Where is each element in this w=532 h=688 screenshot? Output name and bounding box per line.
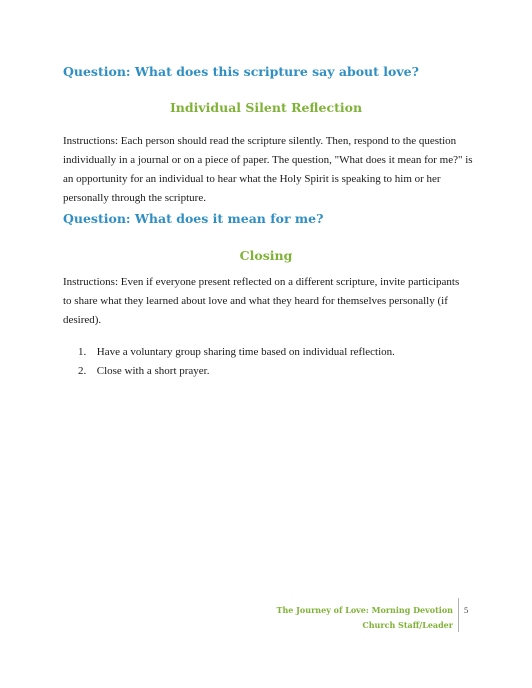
list-item-number: 2. [78,364,87,377]
reflection-line: individually in a journal or on a piece of paper. The question, "What does it mean for me?" is [63,154,473,166]
closing-line: desired). [63,314,102,326]
closing-line: Instructions: Even if everyone present reflected on a different scripture, invite participants [63,276,460,288]
reflection-instructions [63,132,483,208]
list-item [78,362,395,381]
list-item-number: 1. [78,346,87,358]
list-item-text: Close with a short prayer. [96,364,210,377]
closing-instructions [63,273,483,330]
footer-subtitle: Church Staff/Leader [362,620,453,630]
list-item [78,343,395,362]
reflection-line: Instructions: Each person should read the scripture silently. Then, respond to the question [63,135,457,147]
page-number: 5 [464,605,469,615]
reflection-line: an opportunity for an individual to hear what the Holy Spirit is speaking to him or her [63,173,441,185]
section-title-closing: Closing [239,248,293,263]
question-heading-scripture-love: Question: What does this scripture say about love? [63,64,419,79]
footer-title: The Journey of Love: Morning Devotion [276,605,453,615]
list-item-text: Have a voluntary group sharing time based on individual reflection. [96,346,395,358]
closing-steps-list [78,343,395,380]
question-heading-meaning: Question: What does it mean for me? [63,211,324,226]
section-title-silent-reflection: Individual Silent Reflection [169,100,363,115]
closing-line: to share what they learned about love and what they heard for themselves personally (if [63,295,448,307]
footer-divider [458,598,459,632]
reflection-line: personally through the scripture. [63,192,206,204]
